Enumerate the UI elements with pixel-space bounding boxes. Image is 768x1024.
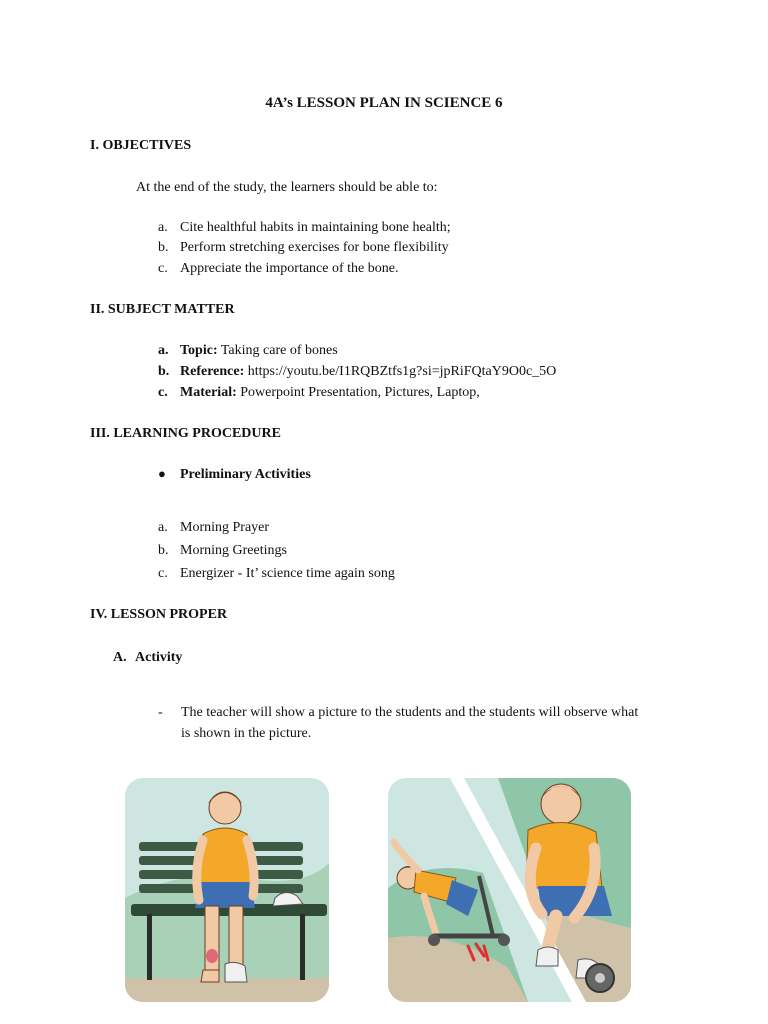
subject-value: Taking care of bones (217, 343, 338, 358)
subject-label: Material: (180, 385, 237, 400)
reference-link: https://youtu.be/I1RQBZtfs1g?si=jpRiFQtaY9O0c_5O (244, 364, 557, 379)
list-text: Cite healthful habits in maintaining bone health; (180, 220, 451, 235)
preliminary-activities-bullet (158, 465, 311, 484)
subject-matter-heading: II. SUBJECT MATTER (90, 302, 235, 317)
boy-on-bench-picture (125, 778, 329, 1002)
activity-subheading (113, 649, 182, 667)
lesson-proper-heading: IV. LESSON PROPER (90, 607, 228, 622)
subject-value: Powerpoint Presentation, Pictures, Laptop, (236, 385, 480, 400)
boy-on-bench-injured-knee-icon (125, 778, 329, 1002)
boy-falling-from-scooter-and-holding-ankle-icon (388, 778, 631, 1002)
learning-procedure-heading: III. LEARNING PROCEDURE (90, 426, 281, 441)
objective-item (158, 239, 449, 257)
list-marker: a. (158, 520, 168, 535)
activity-text-line2: is shown in the picture. (181, 726, 312, 741)
list-marker: c. (158, 566, 168, 581)
procedure-item (158, 542, 287, 560)
activity-label: Activity (135, 650, 183, 665)
objective-item (158, 260, 398, 278)
subject-label: Reference: (180, 364, 245, 379)
list-marker: b. (158, 543, 169, 558)
document-title: 4A’s LESSON PLAN IN SCIENCE 6 (265, 95, 503, 111)
list-marker: a. (158, 343, 169, 358)
list-text: Perform stretching exercises for bone flexibility (180, 240, 449, 255)
objective-item (158, 219, 451, 237)
list-marker: b. (158, 364, 170, 379)
list-marker: a. (158, 220, 168, 235)
subject-item-topic (158, 342, 338, 360)
activity-text-line1: The teacher will show a picture to the students and the students will observe what (181, 705, 639, 720)
subject-item-material (158, 384, 480, 402)
list-text: Energizer - It’ science time again song (180, 566, 395, 581)
list-marker: A. (113, 650, 127, 665)
procedure-item (158, 519, 269, 537)
list-text: Morning Prayer (180, 520, 270, 535)
list-marker: c. (158, 385, 168, 400)
bullet-label: Preliminary Activities (180, 467, 311, 482)
procedure-item (158, 565, 395, 583)
list-text: Morning Greetings (180, 543, 287, 558)
subject-item-reference (158, 363, 556, 381)
boy-scooter-fall-picture (388, 778, 631, 1002)
subject-label: Topic: (180, 343, 218, 358)
bullet-icon: ● (158, 466, 166, 481)
list-text: Appreciate the importance of the bone. (180, 261, 399, 276)
list-marker: b. (158, 240, 169, 255)
objectives-heading: I. OBJECTIVES (90, 138, 192, 153)
list-marker: c. (158, 261, 168, 276)
objectives-intro: At the end of the study, the learners should be able to: (136, 180, 438, 195)
activity-dash: - (158, 705, 163, 720)
